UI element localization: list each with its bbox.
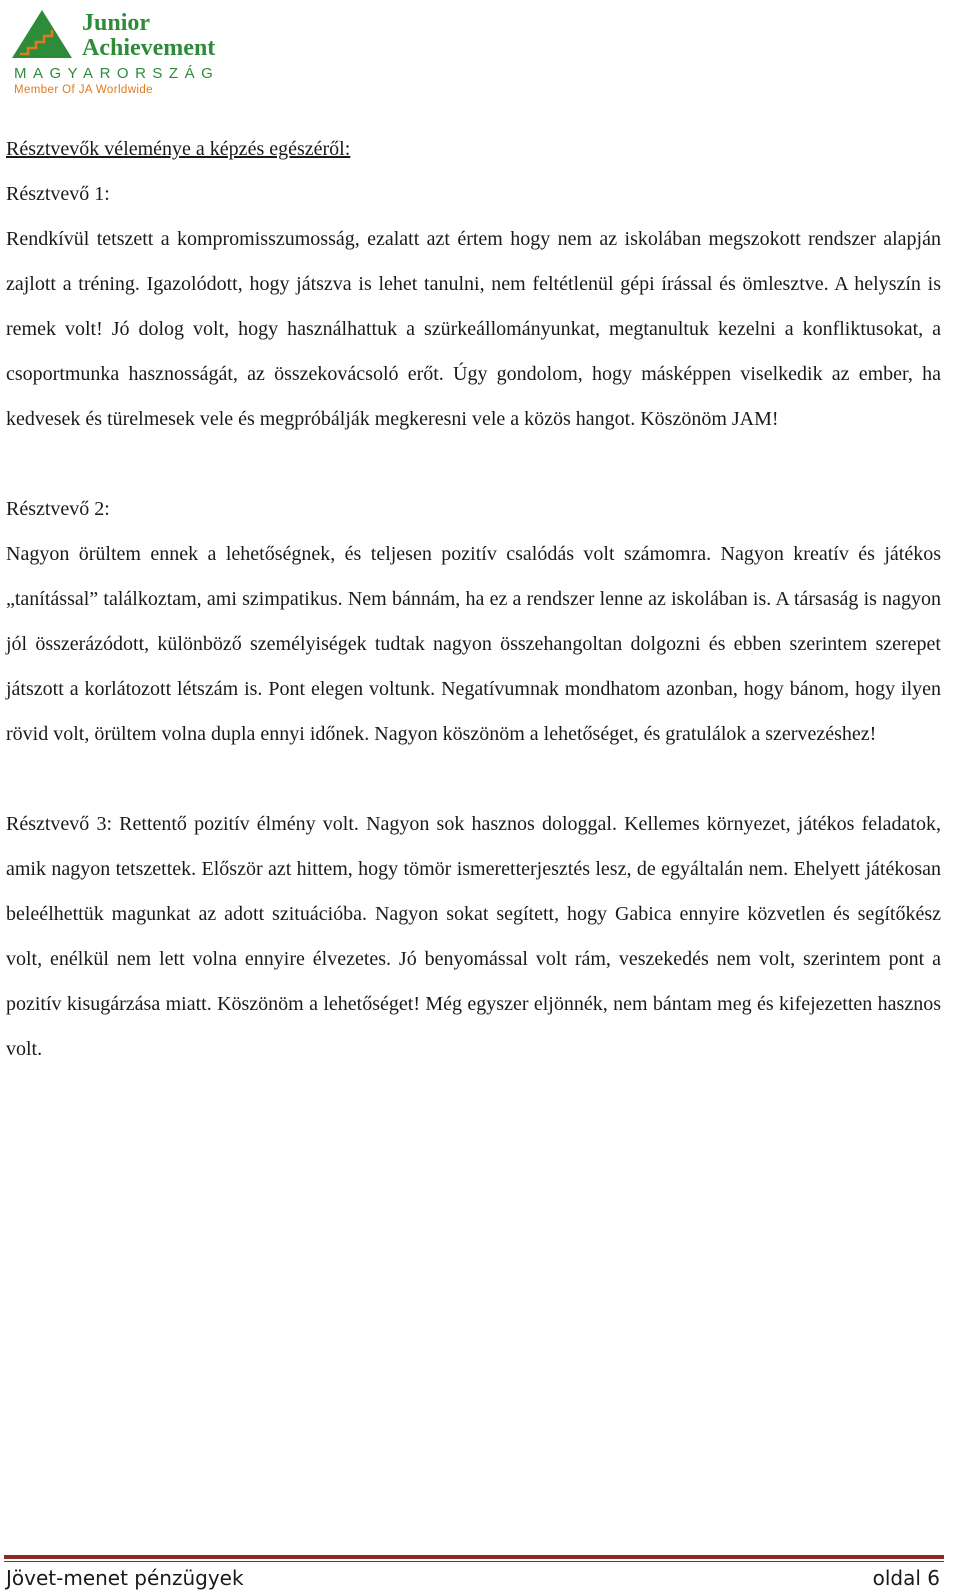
junior-achievement-logo [12, 8, 247, 98]
logo-graphic [12, 8, 247, 98]
participant-1-text: Rendkívül tetszett a kompromisszumosság, ezalatt azt értem hogy nem az iskolában megszokott rendszer alapján zajlott a tréning. Igazolódott, hogy játszva is lehet tanulni, nem feltétlenül gépi írással és ömlesztve. A helyszín is remek volt! Jó dolog volt, hogy használhattuk a szürkeállományunkat, megtanultuk kezelni a konfliktusokat, a csoportmunka hasznosságát, az összekovácsoló erőt. Úgy gondolom, hogy másképpen viselkedik az ember, ha kedvesek és türelmesek vele és megpróbálják megkeresni vele a közös hangot. Köszönöm JAM! [6, 228, 941, 430]
logo-text-achievement: Achievement [82, 35, 216, 61]
logo-triangle [12, 10, 72, 58]
footer-rule-thin [4, 1561, 944, 1562]
participant-2-text: Nagyon örültem ennek a lehetőségnek, és teljesen pozitív csalódás volt számomra. Nagyon kreatív és játékos „tanítással” találkoztam, ami szimpatikus. Nem bánnám, ha ez a rendszer lenne az iskolában is. A társaság is nagyon jól összerázódott, különböző személyiségek tudtak nagyon összehangoltan dolgozni és ebben szerintem szerepet játszott a korlátozott létszám is. Pont elegen voltunk. Negatívumnak mondhatom azonban, hogy bánom, hogy ilyen rövid volt, örültem volna dupla ennyi időnek. Nagyon köszönöm a lehetőséget, és gratulálok a szervezéshez! [6, 543, 941, 745]
footer-rule [4, 1555, 944, 1559]
participant-2-label: Résztvevő 2: [6, 498, 110, 520]
page-footer [6, 1563, 940, 1593]
participant-3-text: Résztvevő 3: Rettentő pozitív élmény volt. Nagyon sok hasznos dologgal. Kellemes környezet, játékos feladatok, amik nagyon tetszettek. Először azt hittem, hogy tömör ismeretterjesztés lesz, de egyáltalán nem. Ehelyett játékosan beleélhettük magunkat az adott szituációba. Nagyon sokat segített, hogy Gabica ennyire közvetlen és segítőkész volt, enélkül nem lett volna ennyire élvezetes. Jó benyomással volt rám, veszekedés nem volt, szerintem pont a pozitív kisugárzása miatt. Köszönöm a lehetőséget! Még egyszer eljönnék, nem bántam meg és kifejezetten hasznos volt. [6, 813, 941, 1060]
logo-text-junior: Junior [82, 10, 151, 36]
footer-title: Jövet-menet pénzügyek [6, 1566, 244, 1590]
page-number: oldal 6 [872, 1566, 940, 1590]
section-heading: Résztvevők véleménye a képzés egészéről: [6, 138, 351, 160]
participant-1-label: Résztvevő 1: [6, 183, 110, 205]
logo-text-member: Member Of JA Worldwide [14, 84, 153, 96]
document-body [6, 127, 941, 1072]
logo-text-country: MAGYARORSZÁG [14, 65, 220, 82]
